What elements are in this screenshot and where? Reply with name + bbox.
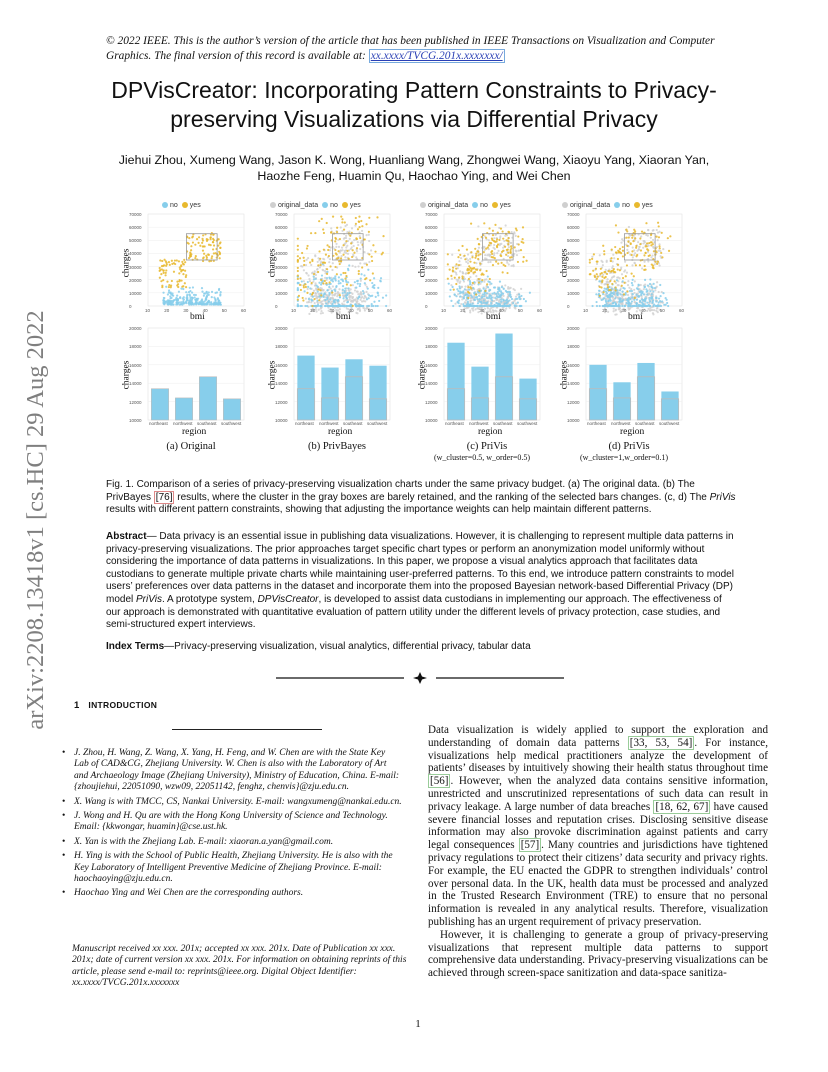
bar-chart — [402, 198, 542, 438]
body-text: . For instance, visualizations help medical practitioners analyze the development of patients’ diseases by intuitively showing their health status throughout time — [428, 736, 768, 775]
body-text: . Many countries and jurisdictions have tightened privacy regulations to protect their citizens’ data security and privacy rights. For example, the EU enacted the GDPR to strengthen individuals’ control over personal data. In the UK, health data must be processed and analyzed in the Trusted Research Environment (TRE) to ensure that no personal information is revealed in any analytical results. Therefore, visualization publishing has an urgent requirement of privacy preservation. — [428, 839, 768, 928]
doi-link[interactable]: xx.xxxx/TVCG.201x.xxxxxxx/ — [370, 49, 503, 62]
scatter-ytick: 60000 — [275, 225, 288, 231]
scatter-xtick: 20 — [164, 308, 170, 313]
legend-label: yes — [499, 202, 511, 209]
bar-chart — [106, 198, 246, 438]
manuscript-note: Manuscript received xx xxx. 201x; accepted xx xxx. 201x. Date of Publication xx xxx. 201x; date of current version xx xxx. 201x. For information on obtaining reprints of this article, please send e-mail to: reprints@ieee.org. Digital Object Identifier: xx.xxxx/TVCG.201x.xxxxxxx — [72, 944, 407, 989]
bar-ytick: 16000 — [129, 362, 142, 368]
subfigure-params: (w_cluster=0.5, w_order=0.5) — [433, 453, 531, 462]
body-text: Data visualization is widely applied to support the exploration and understanding of domain data patterns — [428, 724, 768, 749]
bar-ytick: 20000 — [275, 326, 288, 331]
subfigure-params: (w_cluster=1,w_order=0.1) — [579, 453, 669, 462]
author-footnotes — [62, 748, 402, 903]
bar-ytick: 10000 — [129, 418, 142, 423]
scatter-ytick: 50000 — [129, 238, 142, 244]
figure-panel — [252, 198, 392, 466]
section-number: 1 — [74, 700, 80, 711]
bar — [589, 365, 606, 420]
scatter-ytick: 30000 — [425, 264, 438, 270]
bar — [223, 399, 240, 420]
page-number: 1 — [415, 1018, 421, 1030]
scatter-xtick: 50 — [659, 308, 665, 313]
bar-xtick: southeast — [197, 421, 217, 426]
bar — [175, 398, 192, 420]
bar — [519, 379, 536, 420]
footnote-item: • J. Wong and H. Qu are with the Hong Kong University of Science and Technology. Email: {kkwongar, huamin}@cse.ust.hk. — [62, 811, 402, 834]
bar-xtick: northwest — [611, 421, 631, 426]
scatter-ytick: 40000 — [129, 251, 142, 257]
bar — [151, 389, 168, 420]
bar-chart — [544, 198, 684, 438]
scatter-ytick: 70000 — [567, 212, 580, 217]
figure-panel — [544, 198, 684, 466]
bar-ytick: 10000 — [275, 418, 288, 423]
citation-link[interactable]: [18, 62, 67] — [655, 800, 709, 813]
scatter-xtick: 40 — [498, 308, 504, 313]
abstract-text: , is developed to assist data custodians in implementing our approach. The effectiveness of our approach is demonstrated with quantitative evaluation of pattern utility under the different levels of privacy protection, case studies, and semi-structured expert interviews. — [106, 593, 722, 631]
scatter-ytick: 20000 — [567, 277, 580, 283]
scatter-xtick: 10 — [583, 308, 589, 313]
bar — [471, 367, 488, 420]
scatter-xlabel: bmi — [628, 312, 643, 322]
index-terms — [106, 641, 736, 652]
bar-xlabel: region — [620, 427, 645, 437]
footnote-item: • Haochao Ying and Wei Chen are the corresponding authors. — [62, 888, 402, 899]
legend-label: original_data — [278, 202, 319, 209]
bar-ytick: 20000 — [425, 326, 438, 331]
scatter-ytick: 20000 — [129, 277, 142, 283]
bar-ytick: 12000 — [129, 399, 142, 405]
bar — [321, 368, 338, 420]
scatter-ytick: 10000 — [567, 290, 580, 296]
scatter-xtick: 10 — [291, 308, 297, 313]
paper-title: DPVisCreator: Incorporating Pattern Constraints to Privacy-preserving Visualizations via Differential Privacy — [111, 77, 717, 132]
scatter-xtick: 40 — [202, 308, 208, 313]
scatter-ytick: 70000 — [129, 212, 142, 217]
scatter-xtick: 50 — [221, 308, 227, 313]
diamond-icon — [413, 672, 427, 684]
bar-ytick: 14000 — [275, 381, 288, 387]
bar — [661, 391, 678, 420]
scatter-xtick: 40 — [348, 308, 354, 313]
bar-ytick: 20000 — [129, 326, 142, 331]
bar-ytick: 12000 — [275, 399, 288, 405]
abstract-label: Abstract — [106, 531, 147, 542]
scatter-xtick: 30 — [621, 308, 627, 313]
scatter-xtick: 30 — [183, 308, 189, 313]
scatter-ytick: 40000 — [275, 251, 288, 257]
subfigure-caption: (b) PrivBayes — [307, 441, 367, 452]
scatter-ylabel: charges — [121, 248, 132, 278]
scatter-xlabel: bmi — [336, 312, 351, 322]
scatter-ytick: 0 — [567, 304, 570, 309]
scatter-ytick: 50000 — [275, 238, 288, 244]
caption-text: results with different pattern constraints, showing that adjusting the importance weights can help maintain different patterns. — [106, 504, 652, 515]
bar — [297, 356, 314, 420]
caption-italic: PriVis — [709, 491, 736, 503]
bar-ytick: 14000 — [129, 381, 142, 387]
bar-ytick: 18000 — [275, 344, 288, 350]
scatter-xtick: 20 — [460, 308, 466, 313]
scatter-xtick: 20 — [602, 308, 608, 313]
section-divider — [276, 672, 564, 684]
subfigure-caption: (c) PriVis — [466, 441, 508, 452]
index-terms-label: Index Terms — [106, 641, 165, 652]
legend-label: no — [622, 202, 630, 209]
bar-ytick: 18000 — [567, 344, 580, 350]
abstract-text: — Data privacy is an essential issue in publishing data visualizations. However, it is challenging to represent multiple data patterns in privacy-preserving visualizations. The prior approaches target specific chart types or perform an anonymization model uniformly without considering the importance of data patterns in visualizations. In this paper, we propose a visual analytics approach that facilitates data custodians to generate multiple private charts while maintaining user-preferred patterns. To this end, we introduce pattern constraints to model users’ preferences over data patterns in the dataset and incorporate them into the proposed Bayesian network-based Differential Privacy (DP) model — [106, 531, 734, 605]
bar — [369, 366, 386, 420]
bar-ylabel: charges — [559, 360, 570, 390]
bar-ytick: 14000 — [425, 381, 438, 387]
scatter-ytick: 10000 — [425, 290, 438, 296]
bar-ytick: 16000 — [275, 362, 288, 368]
scatter-xlabel: bmi — [190, 312, 205, 322]
scatter-xtick: 60 — [241, 308, 247, 313]
scatter-xtick: 20 — [310, 308, 316, 313]
bar-ytick: 10000 — [567, 418, 580, 423]
figure-panel — [106, 198, 246, 466]
bar — [345, 359, 362, 420]
legend-label: no — [170, 202, 178, 209]
footnote-item: • X. Wang is with TMCC, CS, Nankai University. E-mail: wangxumeng@nankai.edu.cn. — [62, 797, 402, 808]
body-text: have caused severe financial losses and reputation crises. Disclosing sensitive disease information may also provoke discrimination against patients and carry legal consequences — [428, 800, 769, 852]
figure-1 — [106, 198, 722, 466]
scatter-ytick: 60000 — [425, 225, 438, 231]
copyright-text: © 2022 IEEE. This is the author’s version of the article that has been published in IEEE Transactions on Visualization and Computer Graphics. The final version of this record is available at: — [106, 35, 715, 62]
citation-link[interactable]: [76] — [155, 491, 173, 503]
scatter-ytick: 50000 — [567, 238, 580, 244]
scatter-xtick: 10 — [145, 308, 151, 313]
bar-xtick: northwest — [319, 421, 339, 426]
arxiv-id: arXiv:2208.13418v1 [cs.HC] 29 Aug 2022 — [22, 310, 49, 730]
bar-xlabel: region — [182, 427, 207, 437]
footnote-item: • J. Zhou, H. Wang, Z. Wang, X. Yang, H. Feng, and W. Chen are with the State Key Lab of CAD&CG, Zhejiang University. W. Chen is also with the Laboratory of Art and Archaeology Image (Zhejiang University), Ministry of Education, China. E-mail: {zhoujiehui, 22051090, wzw09, 22051142, fenghz, chenvis}@zju.edu.cn. — [62, 748, 402, 794]
bar-xtick: southwest — [659, 421, 680, 426]
subfigure-caption: (d) PriVis — [608, 441, 650, 452]
caption-text: results, where the cluster in the gray boxes are barely retained, and the ranking of the selected bars changes. (c, d) The — [174, 491, 710, 503]
legend-label: yes — [189, 202, 201, 209]
legend-label: yes — [349, 202, 361, 209]
section-title: INTRODUCTION — [88, 700, 158, 710]
bar-xtick: northeast — [587, 421, 606, 426]
citation-link[interactable]: [33, 53, 54] — [629, 736, 693, 749]
subfigure-caption: (a) Original — [166, 441, 216, 452]
bar-ytick: 12000 — [425, 399, 438, 405]
scatter-ytick: 20000 — [275, 277, 288, 283]
bar — [199, 377, 216, 420]
legend-label: no — [330, 202, 338, 209]
bar-xtick: southwest — [221, 421, 242, 426]
scatter-xtick: 10 — [441, 308, 447, 313]
caption-label: Fig. 1. — [106, 479, 134, 490]
scatter-xtick: 30 — [479, 308, 485, 313]
legend-label: no — [480, 202, 488, 209]
legend-label: yes — [641, 202, 653, 209]
bar-xtick: southeast — [343, 421, 363, 426]
bar — [447, 343, 464, 420]
bar-ytick: 18000 — [425, 344, 438, 350]
bar-xtick: southeast — [635, 421, 655, 426]
citation-link[interactable]: [56] — [430, 775, 449, 788]
scatter-ytick: 10000 — [275, 290, 288, 296]
abstract-italic: DPVisCreator — [257, 593, 319, 605]
bar-xtick: northwest — [469, 421, 489, 426]
bar — [613, 382, 630, 420]
scatter-ytick: 60000 — [129, 225, 142, 231]
bar-xtick: northeast — [295, 421, 314, 426]
bar-ytick: 10000 — [425, 418, 438, 423]
scatter-xtick: 60 — [679, 308, 685, 313]
index-terms-text: —Privacy-preserving visualization, visual analytics, differential privacy, tabular data — [164, 641, 531, 652]
bar-xlabel: region — [328, 427, 353, 437]
legend-label: original_data — [428, 202, 469, 209]
scatter-ytick: 60000 — [567, 225, 580, 231]
scatter-ytick: 10000 — [129, 290, 142, 296]
scatter-ytick: 0 — [425, 304, 428, 309]
footnote-rule — [172, 729, 322, 730]
scatter-ytick: 50000 — [425, 238, 438, 244]
section-heading — [74, 700, 157, 711]
legend-label: original_data — [570, 202, 611, 209]
scatter-ytick: 30000 — [275, 264, 288, 270]
scatter-ylabel: charges — [417, 248, 428, 278]
scatter-xtick: 50 — [517, 308, 523, 313]
bar-ytick: 18000 — [129, 344, 142, 350]
bar-ytick: 14000 — [567, 381, 580, 387]
bar-ytick: 20000 — [567, 326, 580, 331]
bar-ylabel: charges — [417, 360, 428, 390]
bar-xtick: southwest — [367, 421, 388, 426]
scatter-ytick: 70000 — [425, 212, 438, 217]
scatter-xtick: 30 — [329, 308, 335, 313]
scatter-xtick: 50 — [367, 308, 373, 313]
scatter-xtick: 60 — [387, 308, 393, 313]
bar-xtick: southwest — [517, 421, 538, 426]
paragraph: However, it is challenging to generate a group of privacy-preserving visualizations that represent multiple data patterns to support comprehensive data understanding. Privacy-preserving visualizations can be achieved through screen-space sanitization and data-space sanitiza- — [428, 928, 768, 980]
bar-xlabel: region — [478, 427, 503, 437]
scatter-ytick: 30000 — [567, 264, 580, 270]
scatter-ytick: 20000 — [425, 277, 438, 283]
paragraph — [428, 724, 768, 929]
scatter-ylabel: charges — [559, 248, 570, 278]
bar-ylabel: charges — [121, 360, 132, 390]
abstract — [106, 531, 736, 632]
bar-xtick: northeast — [149, 421, 168, 426]
bar-ytick: 16000 — [425, 362, 438, 368]
footnote-item: • H. Ying is with the School of Public Health, Zhejiang University. He is also with the Key Laboratory of Intelligent Preventive Medicine of Zhejiang Province. E-mail: haochaoying@zju.edu.cn. — [62, 851, 402, 885]
scatter-ytick: 30000 — [129, 264, 142, 270]
body-text: . However, when the analyzed data contains sensitive information, unrestricted and unscrutinized representations of such data can result in privacy leakage. A large number of data breaches — [428, 775, 768, 813]
bar — [637, 363, 654, 420]
caption-text: Comparison of a series of privacy-preserving visualization charts under the same privacy budget. (a) The original data. (b) The PrivBayes — [106, 479, 695, 503]
bar-chart — [252, 198, 392, 438]
arxiv-sidebar — [14, 270, 58, 770]
scatter-ylabel: charges — [267, 248, 278, 278]
scatter-xlabel: bmi — [486, 312, 501, 322]
scatter-ytick: 40000 — [567, 251, 580, 257]
copyright-notice — [106, 34, 746, 63]
bar-ytick: 16000 — [567, 362, 580, 368]
scatter-xtick: 40 — [640, 308, 646, 313]
body-column — [428, 724, 768, 980]
figure-panel — [402, 198, 542, 466]
bar-xtick: northwest — [173, 421, 193, 426]
abstract-italic: PriVis — [136, 593, 162, 605]
abstract-text: . A prototype system, — [161, 593, 258, 605]
scatter-ytick: 70000 — [275, 212, 288, 217]
bar-xtick: northeast — [445, 421, 464, 426]
author-list: Jiehui Zhou, Xumeng Wang, Jason K. Wong, Huanliang Wang, Zhongwei Wang, Xiaoyu Yang, Xiaoran Yan, Haozhe Feng, Huamin Qu, Haochao Ying, and Wei Chen — [118, 153, 710, 183]
scatter-ytick: 0 — [129, 304, 132, 309]
scatter-xtick: 60 — [537, 308, 543, 313]
scatter-ytick: 0 — [275, 304, 278, 309]
bar-ylabel: charges — [267, 360, 278, 390]
scatter-ytick: 40000 — [425, 251, 438, 257]
footnote-item: • X. Yan is with the Zhejiang Lab. E-mail: xiaoran.a.yan@gmail.com. — [62, 837, 402, 848]
figure-caption — [106, 479, 736, 517]
bar-ytick: 12000 — [567, 399, 580, 405]
citation-link[interactable]: [57] — [520, 839, 540, 852]
bar-xtick: southeast — [493, 421, 513, 426]
